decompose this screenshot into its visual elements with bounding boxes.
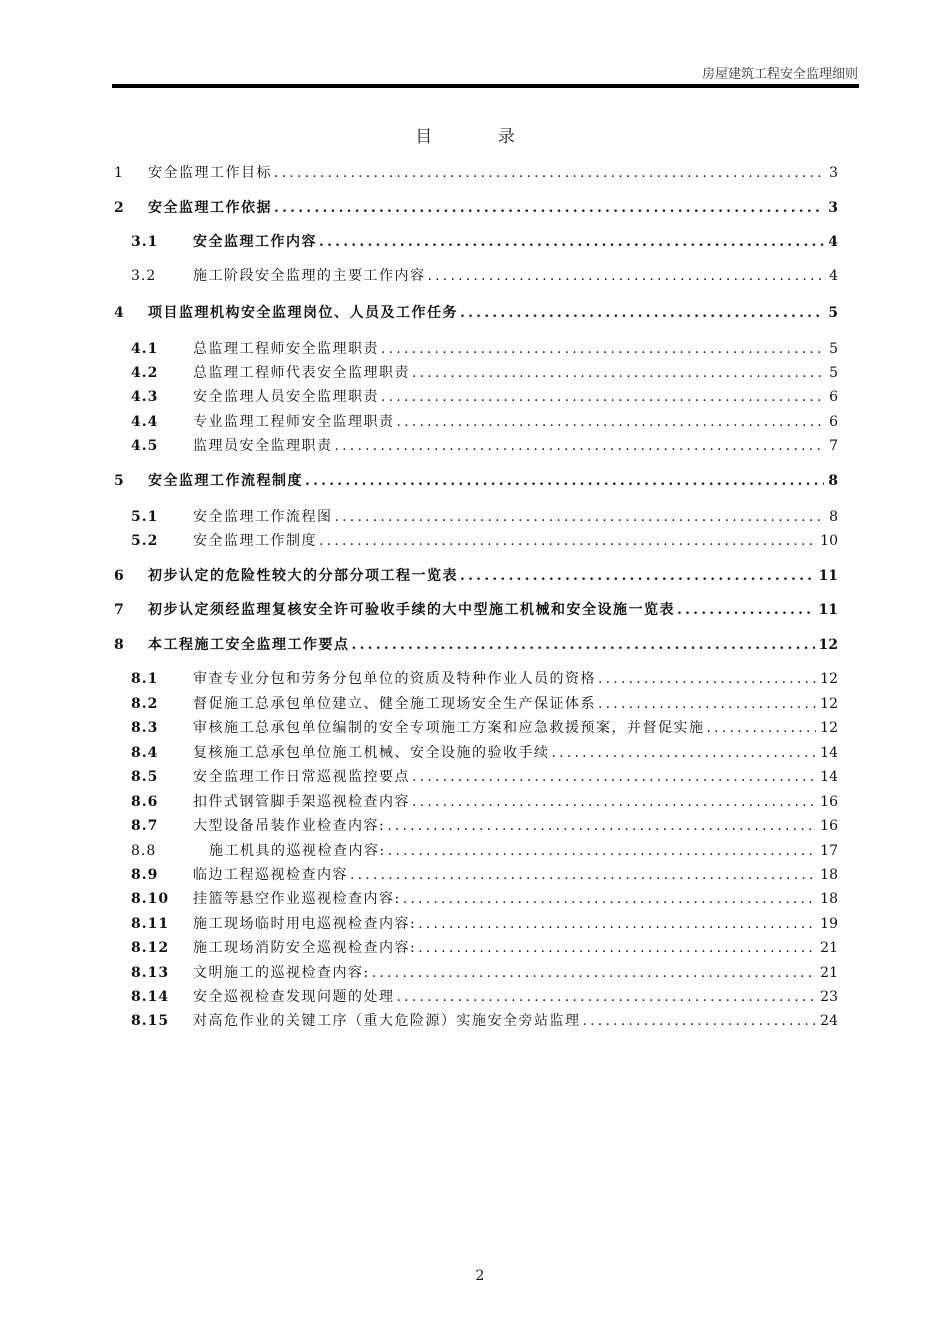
- toc-entry-title: 总监理工程师安全监理职责: [193, 341, 379, 357]
- toc-entry-number: 3.2: [131, 268, 157, 284]
- toc-entry-page: 5: [829, 341, 838, 357]
- toc-entry[interactable]: [114, 1011, 838, 1031]
- toc-entry-title: 安全监理工作制度: [193, 533, 317, 549]
- toc-entry[interactable]: [114, 363, 838, 383]
- toc-entry-title: 初步认定须经监理复核安全许可验收手续的大中型施工机械和安全设施一览表: [148, 602, 675, 618]
- toc-entry-title: 安全监理工作内容: [193, 234, 317, 250]
- toc-entry-number: 8.12: [131, 940, 170, 956]
- toc-leader-dots: [372, 963, 816, 983]
- toc-entry-number: 8.7: [131, 818, 159, 834]
- toc-entry-title: 安全监理工作依据: [148, 200, 272, 216]
- toc-entry-page: 5: [828, 305, 838, 321]
- toc-entry-number: 6: [114, 568, 125, 584]
- toc-leader-dots: [335, 436, 825, 456]
- toc-leader-dots: [707, 718, 817, 738]
- toc-entry-number: 8.8: [131, 843, 157, 859]
- toc-entry-page: 21: [820, 940, 838, 956]
- toc-entry[interactable]: [114, 198, 838, 218]
- toc-entry[interactable]: [114, 743, 838, 763]
- toc-leader-dots: [350, 865, 816, 885]
- toc-entry-page: 12: [820, 720, 838, 736]
- toc-entry[interactable]: [114, 963, 838, 983]
- toc-entry-title: 安全巡视检查发现问题的处理: [193, 989, 395, 1005]
- toc-entry[interactable]: [114, 531, 838, 551]
- toc-entry[interactable]: [114, 436, 838, 456]
- toc-entry[interactable]: [114, 163, 838, 183]
- toc-leader-dots: [418, 938, 816, 958]
- toc-entry-title: 审核施工总承包单位编制的安全专项施工方案和应急救援预案，并督促实施: [193, 720, 705, 736]
- toc-entry-title: 安全监理工作流程图: [193, 509, 333, 525]
- toc-entry-title: 施工阶段安全监理的主要工作内容: [193, 268, 426, 284]
- toc-entry[interactable]: [114, 600, 838, 620]
- toc-entry-number: 8.5: [131, 769, 159, 785]
- toc-entry-page: 8: [828, 473, 838, 489]
- toc-entry-title: 施工现场消防安全巡视检查内容:: [193, 940, 417, 956]
- toc-entry-title: 施工现场临时用电巡视检查内容:: [193, 916, 417, 932]
- page-number: 2: [475, 1268, 485, 1284]
- toc-entry-title: 文明施工的巡视检查内容:: [193, 965, 370, 981]
- toc-leader-dots: [397, 412, 825, 432]
- toc-entry-page: 7: [829, 438, 838, 454]
- toc-entry-page: 14: [820, 769, 838, 785]
- toc-entry-number: 8.2: [131, 696, 159, 712]
- toc-entry-number: 4: [114, 305, 125, 321]
- toc-entry-number: 2: [114, 200, 125, 216]
- toc-leader-dots: [381, 387, 824, 407]
- toc-entry-title: 对高危作业的关键工序（重大危险源）实施安全旁站监理: [193, 1013, 581, 1029]
- toc-entry[interactable]: [114, 816, 838, 836]
- toc-entry[interactable]: [114, 232, 838, 252]
- toc-entry-page: 12: [820, 696, 838, 712]
- toc-entry-title: 临边工程巡视检查内容: [193, 867, 348, 883]
- toc-entry[interactable]: [114, 889, 838, 909]
- toc-entry-title: 总监理工程师代表安全监理职责: [193, 365, 410, 381]
- toc-entry-page: 14: [820, 745, 838, 761]
- toc-entry[interactable]: [114, 339, 838, 359]
- toc-entry-number: 8: [114, 637, 125, 653]
- toc-entry-title: 项目监理机构安全监理岗位、人员及工作任务: [148, 305, 458, 321]
- toc-leader-dots: [552, 743, 817, 763]
- toc-entry-title: 挂篮等悬空作业巡视检查内容:: [193, 891, 401, 907]
- toc-entry-title: 本工程施工安全监理工作要点: [148, 637, 350, 653]
- toc-leader-dots: [274, 198, 824, 218]
- running-header: 房屋建筑工程安全监理细则: [701, 67, 858, 82]
- toc-entry-number: 8.13: [131, 965, 170, 981]
- toc-entry-page: 24: [820, 1013, 838, 1029]
- toc-entry[interactable]: [114, 718, 838, 738]
- toc-entry-page: 10: [820, 533, 838, 549]
- toc-entry-page: 8: [829, 509, 838, 525]
- toc-entry-number: 4.3: [131, 389, 159, 405]
- toc-leader-dots: [460, 566, 815, 586]
- toc-entry-title: 扣件式钢管脚手架巡视检查内容: [193, 794, 410, 810]
- toc-entry-page: 21: [820, 965, 838, 981]
- toc-leader-dots: [335, 507, 825, 527]
- toc-entry-page: 3: [829, 165, 838, 181]
- toc-entry[interactable]: [114, 938, 838, 958]
- toc-entry-number: 8.3: [131, 720, 159, 736]
- toc-entry-page: 11: [818, 568, 838, 584]
- toc-entry-title: 安全监理工作目标: [148, 165, 272, 181]
- toc-leader-dots: [412, 363, 824, 383]
- toc-entry-page: 3: [828, 200, 838, 216]
- toc-entry[interactable]: [114, 767, 838, 787]
- toc-leader-dots: [403, 889, 816, 909]
- toc-entry-number: 5: [114, 473, 125, 489]
- toc-entry-title: 监理员安全监理职责: [193, 438, 333, 454]
- toc-entry-page: 12: [820, 671, 838, 687]
- toc-entry-number: 1: [114, 165, 124, 181]
- toc-leader-dots: [388, 841, 816, 861]
- toc-entry[interactable]: [114, 266, 838, 286]
- toc-entry-number: 8.15: [131, 1013, 170, 1029]
- toc-entry[interactable]: [114, 566, 838, 586]
- toc-entry-number: 5.2: [131, 533, 159, 549]
- toc-entry[interactable]: [114, 635, 838, 655]
- toc-entry-page: 11: [818, 602, 838, 618]
- toc-entry[interactable]: [114, 387, 838, 407]
- toc-entry-page: 17: [820, 843, 838, 859]
- toc-leader-dots: [428, 266, 825, 286]
- toc-leader-dots: [460, 303, 824, 323]
- toc-entry-title: 施工机具的巡视检查内容:: [209, 843, 386, 859]
- toc-entry-title: 安全监理人员安全监理职责: [193, 389, 379, 405]
- toc-entry[interactable]: [114, 694, 838, 714]
- toc-leader-dots: [387, 816, 816, 836]
- toc-entry-number: 7: [114, 602, 125, 618]
- toc-entry-number: 8.14: [131, 989, 170, 1005]
- toc-leader-dots: [418, 914, 816, 934]
- toc-entry-number: 4.4: [131, 414, 159, 430]
- toc-leader-dots: [381, 339, 824, 359]
- toc-entry-page: 16: [820, 818, 838, 834]
- toc-entry-title: 督促施工总承包单位建立、健全施工现场安全生产保证体系: [193, 696, 596, 712]
- toc-leader-dots: [583, 1011, 817, 1031]
- toc-entry-page: 6: [829, 414, 838, 430]
- toc-leader-dots: [397, 987, 817, 1007]
- toc-entry-number: 8.1: [131, 671, 159, 687]
- toc-entry-number: 4.5: [131, 438, 159, 454]
- toc-entry-number: 8.6: [131, 794, 159, 810]
- toc-leader-dots: [412, 792, 816, 812]
- toc-leader-dots: [598, 669, 816, 689]
- toc-entry[interactable]: [114, 303, 838, 323]
- toc-leader-dots: [677, 600, 815, 620]
- toc-leader-dots: [319, 531, 816, 551]
- toc-entry[interactable]: [114, 987, 838, 1007]
- toc-entry-title: 专业监理工程师安全监理职责: [193, 414, 395, 430]
- toc-entry[interactable]: [114, 669, 838, 689]
- toc-entry-number: 8.11: [131, 916, 170, 932]
- toc-entry[interactable]: [114, 412, 838, 432]
- toc-title: 目 录: [415, 127, 545, 147]
- toc-entry[interactable]: [114, 914, 838, 934]
- toc-entry-page: 4: [829, 268, 838, 284]
- toc-leader-dots: [305, 471, 824, 491]
- toc-entry[interactable]: [114, 792, 838, 812]
- toc-entry-title: 复核施工总承包单位施工机械、安全设施的验收手续: [193, 745, 550, 761]
- toc-entry-title: 安全监理工作日常巡视监控要点: [193, 769, 410, 785]
- toc-entry-page: 4: [828, 234, 838, 250]
- toc-entry[interactable]: [114, 865, 838, 885]
- toc-entry-page: 6: [829, 389, 838, 405]
- toc-entry-number: 5.1: [131, 509, 159, 525]
- toc-entry-title: 安全监理工作流程制度: [148, 473, 303, 489]
- toc-entry-page: 19: [820, 916, 838, 932]
- toc-entry[interactable]: [114, 507, 838, 527]
- toc-entry-title: 大型设备吊装作业检查内容:: [193, 818, 386, 834]
- toc-entry[interactable]: [114, 841, 838, 861]
- toc-leader-dots: [274, 163, 824, 183]
- toc-entry-number: 8.4: [131, 745, 159, 761]
- toc-entry-number: 4.1: [131, 341, 159, 357]
- toc-entry-page: 23: [820, 989, 838, 1005]
- toc-entry-page: 5: [829, 365, 838, 381]
- toc-leader-dots: [319, 232, 824, 252]
- toc-entry-page: 18: [820, 867, 838, 883]
- toc-leader-dots: [598, 694, 816, 714]
- toc-entry-number: 4.2: [131, 365, 159, 381]
- toc-entry-page: 16: [820, 794, 838, 810]
- header-rule: [112, 84, 859, 88]
- toc-entry-page: 12: [818, 637, 838, 653]
- toc-entry-page: 18: [820, 891, 838, 907]
- toc-leader-dots: [352, 635, 815, 655]
- toc-entry-number: 8.10: [131, 891, 170, 907]
- toc-entry-number: 8.9: [131, 867, 159, 883]
- toc-entry[interactable]: [114, 471, 838, 491]
- toc-entry-title: 审查专业分包和劳务分包单位的资质及特种作业人员的资格: [193, 671, 596, 687]
- toc-entry-title: 初步认定的危险性较大的分部分项工程一览表: [148, 568, 458, 584]
- toc-leader-dots: [412, 767, 816, 787]
- toc-entry-number: 3.1: [131, 234, 159, 250]
